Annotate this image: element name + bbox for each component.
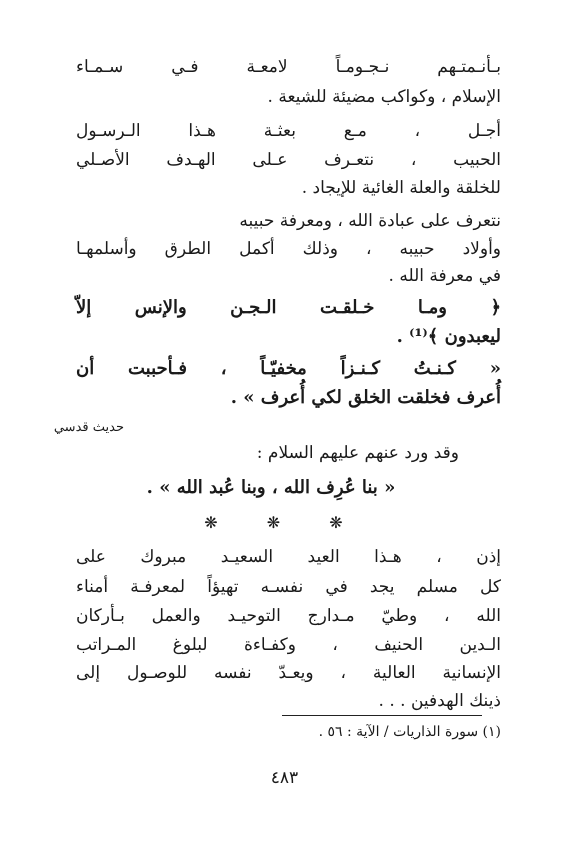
footnote: (١) سورة الذاريات / الآية : ٥٦ . — [318, 724, 501, 740]
paragraph3-line2: وأولاد حبيبه ، وذلك أكمل الطرق وأسلمهـا — [76, 239, 501, 259]
paragraph2-line3: للخلقة والعلة الغائية للإيجاد . — [301, 178, 501, 198]
narration-quote: « بنا عُرِف الله ، وبنا عُبد الله » . — [146, 477, 396, 498]
hadith-line2: أُعرف فخلقت الخلق لكي أُعرف » . — [230, 387, 501, 408]
paragraph4-line4: الـدين الحنيف ، وكفـاءة لبلوغ المـراتب — [76, 635, 501, 655]
quran-verse-line2: ليعبدون ﴾⁽¹⁾ . — [396, 326, 501, 347]
paragraph2-line2: الحبيب ، نتعـرف عـلى الهـدف الأصـلي — [76, 150, 501, 170]
paragraph3-line3: في معرفة الله . — [388, 266, 501, 286]
paragraph1-line1: بـأنـمتـهم نـجـومـاً لامعـة فـي سـمـاء — [76, 57, 501, 77]
footnote-divider — [282, 715, 482, 716]
paragraph2-line1: أجـل ، مـع بعثـة هـذا الـرسـول — [76, 121, 501, 141]
paragraph3-line1: نتعرف على عبادة الله ، ومعرفة حبيبه — [239, 211, 501, 231]
hadith-line1: « كـنـتُ كـنـزاً مخفيّـاً ، فـأحببت أن — [76, 358, 501, 379]
section-separator: ❋ ❋ ❋ — [204, 513, 365, 532]
paragraph4-line6: ذينك الهدفين . . . — [378, 691, 501, 711]
paragraph4-line3: الله ، وطيّ مـدارج التوحيـد والعمل بـأركان — [76, 606, 501, 626]
paragraph4-line1: إذن ، هـذا العيد السعيـد مبروك على — [76, 547, 501, 567]
hadith-source: حديث قدسي — [53, 420, 124, 435]
paragraph4-line5: الإنسانية العالية ، ويعـدّ نفسه للوصـول إلى — [76, 663, 501, 683]
paragraph4-line2: كل مسلم يجد في نفسـه تهيؤاً لمعرفـة أمناء — [76, 577, 501, 597]
narration-intro: وقد ورد عنهم عليهم السلام : — [256, 443, 459, 463]
page-number: ٤٨٣ — [270, 768, 299, 788]
quran-verse-line1: ﴿ ومـا خـلقـت الـجـن والإنس إلاّ — [76, 297, 501, 318]
paragraph1-line2: الإسلام ، وكواكب مضيئة للشيعة . — [267, 87, 501, 107]
